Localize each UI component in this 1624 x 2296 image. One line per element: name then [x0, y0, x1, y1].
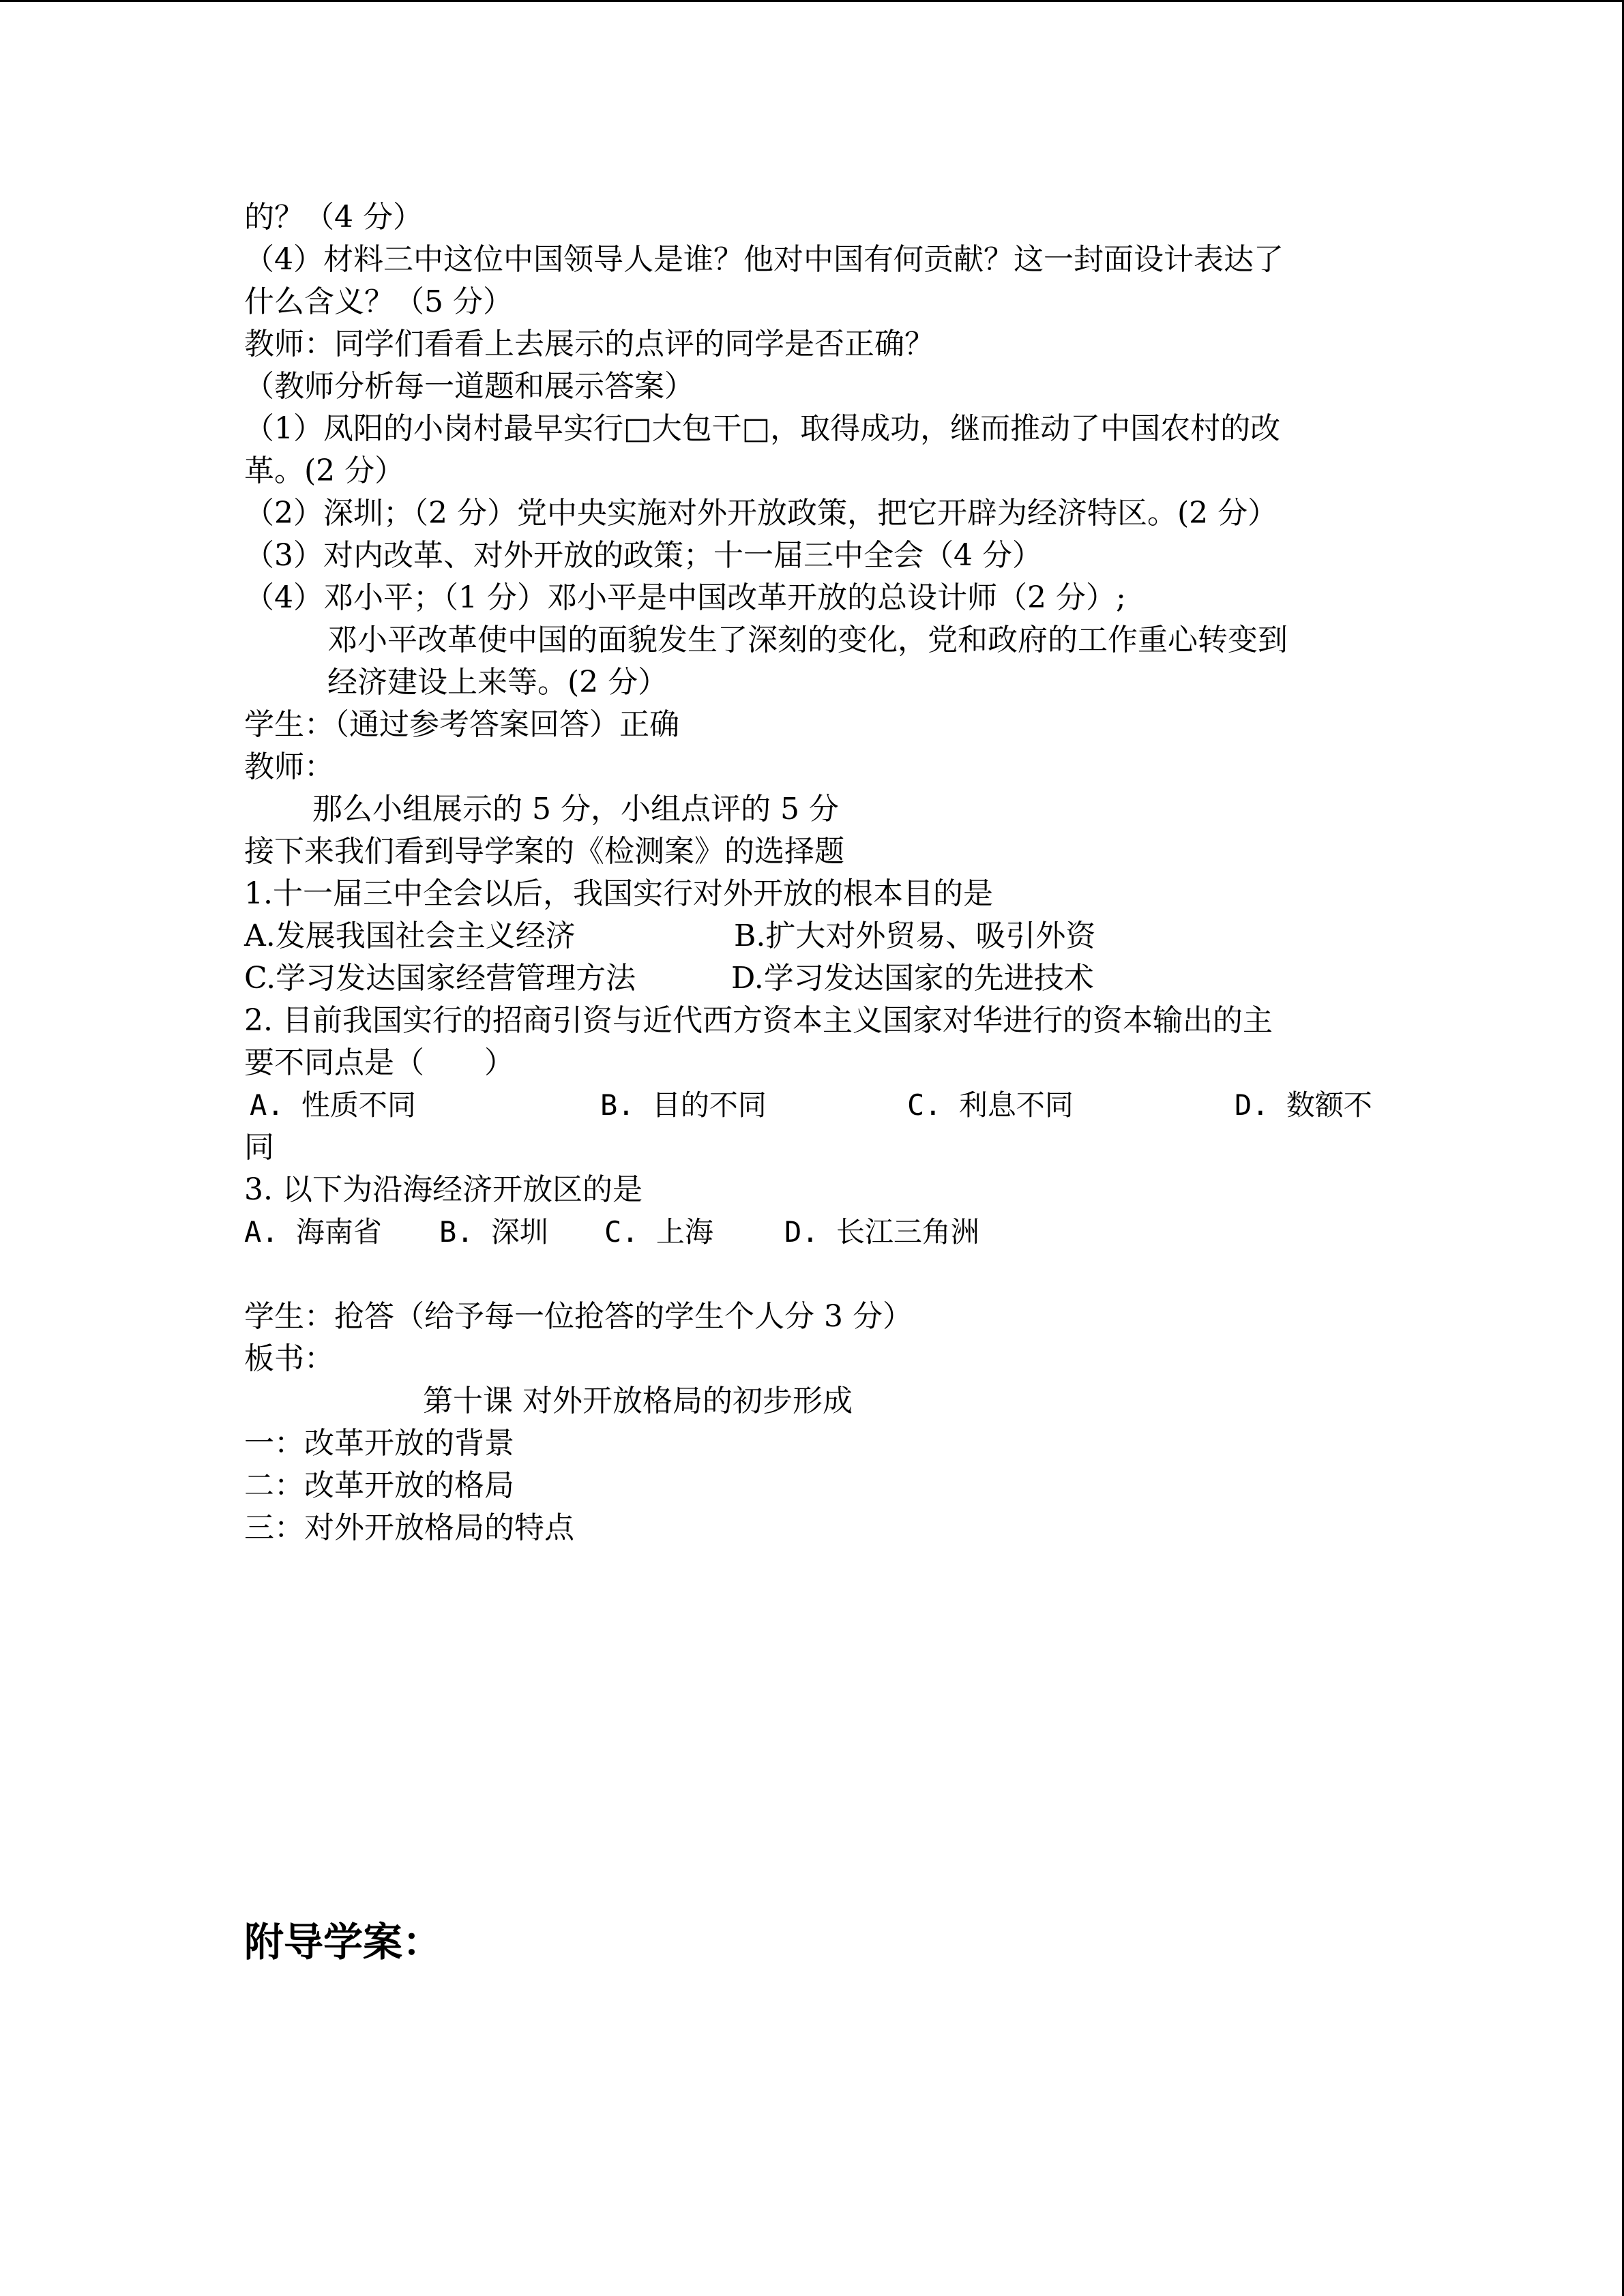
question-2-options-row [244, 1084, 1390, 1127]
question-4: （4）材料三中这位中国领导人是谁？他对中国有何贡献？这一封面设计表达了 [244, 242, 1284, 277]
text-line: 的？（4 分） [244, 200, 423, 235]
text-line: 接下来我们看到导学案的《检测案》的选择题 [244, 834, 844, 869]
question-3-options-row [244, 1211, 1390, 1253]
student-line: 学生：抢答（给予每一位抢答的学生个人分 3 分） [244, 1299, 913, 1334]
board-item: 一：改革开放的背景 [244, 1426, 514, 1461]
option-a: A. 海南省 [244, 1215, 382, 1249]
blank-line [244, 1253, 1390, 1296]
document-body [244, 196, 1390, 1549]
text-line: （教师分析每一道题和展示答案） [244, 369, 694, 404]
option-a: A. 性质不同 [250, 1088, 416, 1122]
question-3: 3. 以下为沿海经济开放区的是 [244, 1172, 643, 1207]
answer-4-detail: 邓小平改革使中国的面貌发生了深刻的变化，党和政府的工作重心转变到 [327, 623, 1288, 657]
answer-4: （4）邓小平；（1 分）邓小平是中国改革开放的总设计师（2 分）; [244, 580, 1126, 615]
teacher-line: 教师：同学们看看上去展示的点评的同学是否正确？ [244, 327, 934, 361]
option-b: B.扩大对外贸易、吸引外资 [734, 919, 1096, 953]
answer-1: （1）凤阳的小岗村最早实行□大包干□，取得成功，继而推动了中国农村的改 [244, 411, 1281, 446]
option-d-continued: 同 [244, 1130, 274, 1165]
board-item: 三：对外开放格局的特点 [244, 1510, 574, 1545]
text-line: 什么含义？（5 分） [244, 284, 513, 319]
student-line: 学生：（通过参考答案回答）正确 [244, 707, 679, 742]
option-d: D.学习发达国家的先进技术 [731, 961, 1094, 996]
answer-2: （2）深圳；（2 分）党中央实施对外开放政策，把它开辟为经济特区。(2 分） [244, 496, 1278, 531]
answer-3: （3）对内改革、对外开放的政策；十一届三中全会（4 分） [244, 538, 1042, 573]
option-b: B. 深圳 [439, 1215, 548, 1249]
board-title: 第十课 对外开放格局的初步形成 [423, 1384, 853, 1418]
question-1: 1.十一届三中全会以后，我国实行对外开放的根本目的是 [244, 876, 993, 911]
teacher-line: 教师： [244, 749, 334, 784]
board-item: 二：改革开放的格局 [244, 1468, 514, 1503]
option-c: C.学习发达国家经营管理方法 [244, 961, 636, 996]
option-d: D. 长江三角洲 [784, 1215, 979, 1249]
answer-4-detail: 经济建设上来等。(2 分） [327, 665, 668, 700]
question-1-options-row [244, 915, 1390, 957]
option-d: D. 数额不 [1235, 1088, 1372, 1122]
page-top-border [0, 0, 1624, 2]
board-label: 板书： [244, 1341, 334, 1376]
option-c: C. 上海 [604, 1215, 713, 1249]
text-line: 革。(2 分） [244, 453, 405, 488]
option-a: A.发展我国社会主义经济 [244, 919, 576, 953]
option-c: C. 利息不同 [907, 1088, 1074, 1122]
question-1-options-row [244, 957, 1390, 1000]
option-b: B. 目的不同 [600, 1088, 767, 1122]
appendix-heading: 附导学案： [244, 1919, 443, 1965]
score-line: 那么小组展示的 5 分，小组点评的 5 分 [312, 792, 839, 826]
question-2: 要不同点是（ ） [244, 1045, 514, 1080]
question-2: 2. 目前我国实行的招商引资与近代西方资本主义国家对华进行的资本输出的主 [244, 1003, 1273, 1038]
